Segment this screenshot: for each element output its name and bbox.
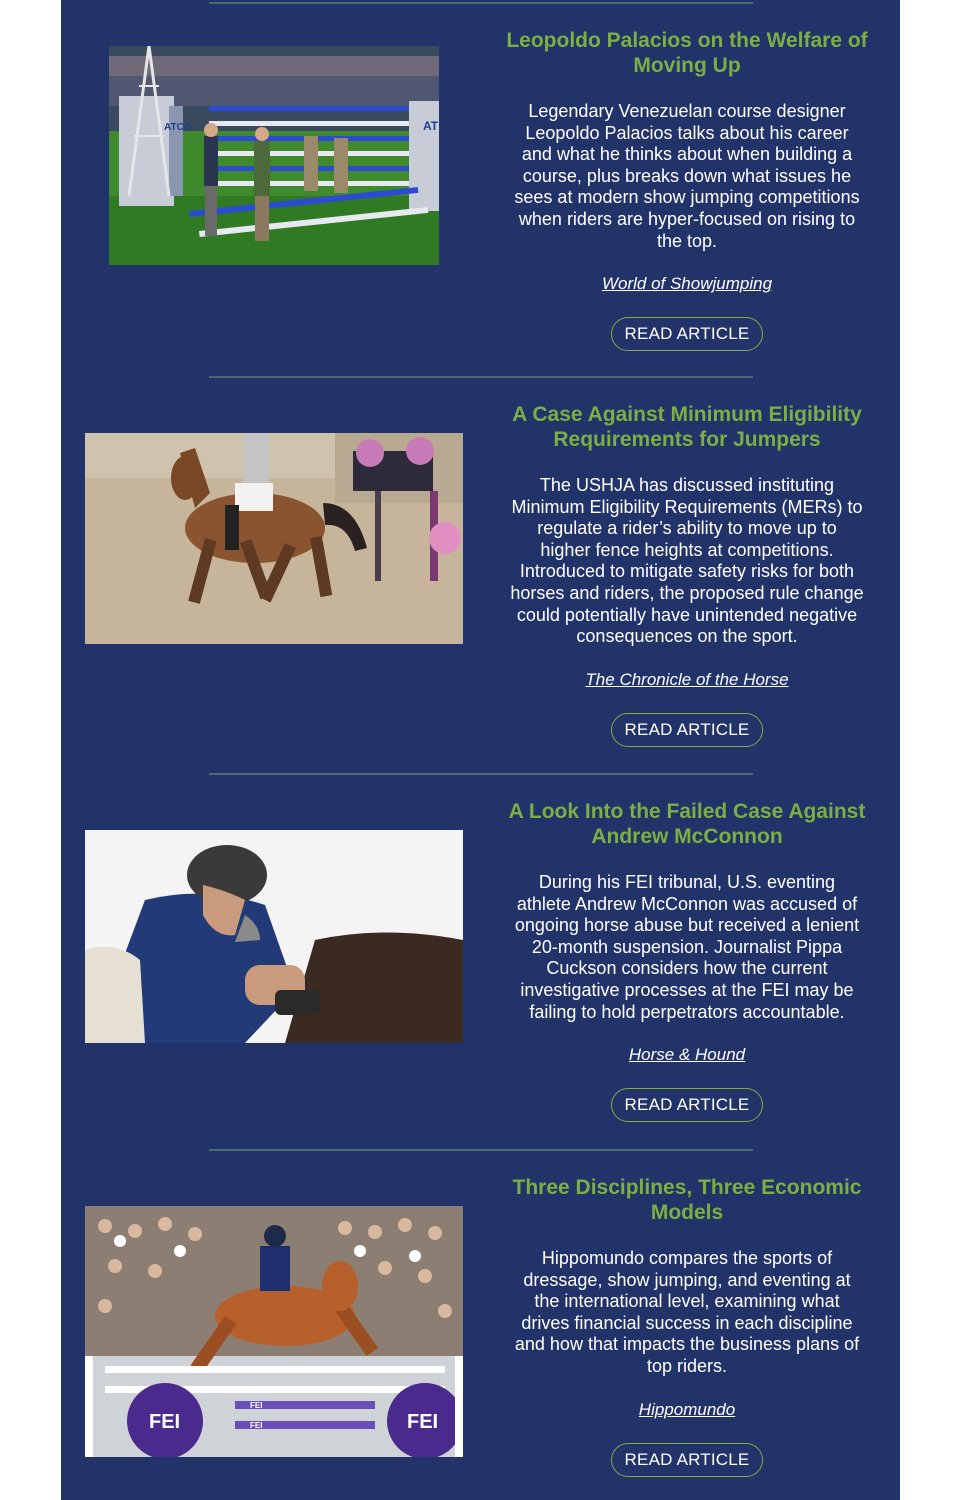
article-4-image-logo-1: FEI <box>149 1411 181 1433</box>
divider <box>209 376 753 378</box>
article-4-source-link[interactable]: Hippomundo <box>638 1399 736 1419</box>
article-4-image[interactable] <box>85 1206 463 1457</box>
article-4 <box>497 1175 877 1477</box>
article-3-read-button[interactable]: READ ARTICLE <box>611 1088 764 1122</box>
article-2-image[interactable] <box>85 433 463 644</box>
article-3-body: During his FEI tribunal, U.S. eventing athlete Andrew McConnon was accused of ongoing horse abuse but received a lenient 20-month suspension. Journalist Pippa Cuckson considers how the current investigative processes at the FEI may be failing to hold perpetrators accountable. <box>514 872 860 1022</box>
article-3 <box>497 799 877 1122</box>
article-2 <box>497 402 877 747</box>
article-2-read-button[interactable]: READ ARTICLE <box>611 713 764 747</box>
divider <box>209 773 753 775</box>
article-1-image-sign-2: AT <box>423 119 439 133</box>
article-2-body: The USHJA has discussed instituting Minimum Eligibility Requirements (MERs) to regulate a rider’s ability to move up to higher fence heights at competitions. Introduced to mitigate safety risks for both horses and riders, the proposed rule change could potentially have unintended negative consequences on the sport. <box>510 475 864 647</box>
article-4-image-logo-2: FEI <box>407 1411 439 1433</box>
article-2-source-link[interactable]: The Chronicle of the Horse <box>585 669 789 689</box>
article-1-image[interactable] <box>109 46 439 265</box>
article-1-image-sign-1: ATCO <box>164 122 192 133</box>
divider <box>209 2 753 4</box>
article-3-image[interactable] <box>85 830 463 1043</box>
article-4-title: Three Disciplines, Three Economic Models <box>512 1176 862 1224</box>
article-1-source-link[interactable]: World of Showjumping <box>601 274 773 294</box>
article-3-source-link[interactable]: Horse & Hound <box>628 1045 746 1065</box>
article-3-title: A Look Into the Failed Case Against Andrew McConnon <box>508 800 866 848</box>
divider <box>209 1149 753 1151</box>
article-1-title: Leopoldo Palacios on the Welfare of Moving Up <box>506 29 868 77</box>
article-4-image-logo-4: FEI <box>250 1421 263 1430</box>
article-4-read-button[interactable]: READ ARTICLE <box>611 1443 764 1477</box>
article-4-image-logo-3: FEI <box>250 1401 263 1410</box>
article-1 <box>497 28 877 351</box>
article-1-body: Legendary Venezuelan course designer Leopoldo Palacios talks about his career and what he thinks about when building a course, plus breaks down what issues he sees at modern show jumping competitions when riders are hyper-focused on rising to the top. <box>514 101 860 251</box>
article-4-body: Hippomundo compares the sports of dressage, show jumping, and eventing at the international level, examining what drives financial success in each discipline and how that impacts the business plans of top riders. <box>514 1248 860 1376</box>
article-2-title: A Case Against Minimum Eligibility Requirements for Jumpers <box>512 403 862 451</box>
article-1-read-button[interactable]: READ ARTICLE <box>611 317 764 351</box>
newsletter-panel <box>61 0 900 1500</box>
